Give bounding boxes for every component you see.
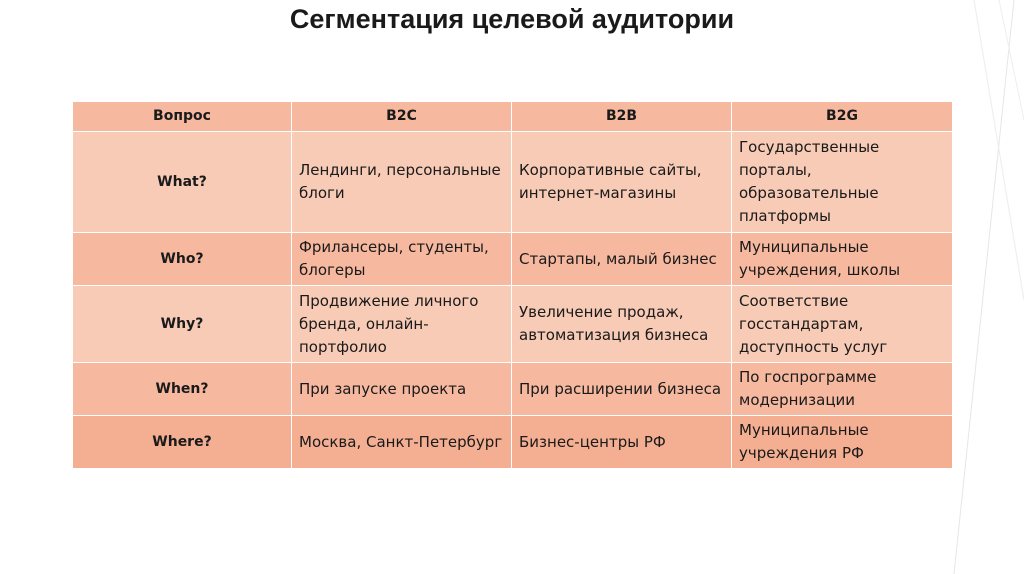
table-row [73, 233, 953, 286]
b2c-cell: Фрилансеры, студенты, блогеры [292, 233, 512, 286]
question-cell: Why? [73, 286, 292, 363]
b2b-cell: Бизнес-центры РФ [512, 416, 732, 469]
page-title: Сегментация целевой аудитории [289, 4, 735, 34]
b2g-cell: Соответствие госстандартам, доступность услуг [732, 286, 953, 363]
b2b-cell: Корпоративные сайты, интернет-магазины [512, 132, 732, 233]
b2g-cell: Муниципальные учреждения РФ [732, 416, 953, 469]
b2g-cell: Государственные порталы, образовательные платформы [732, 132, 953, 233]
question-cell: Who? [73, 233, 292, 286]
question-cell: What? [73, 132, 292, 233]
table-row [73, 416, 953, 469]
table-row [73, 363, 953, 416]
header-b2c: B2C [292, 102, 512, 132]
table-header-row [73, 102, 953, 132]
table-row [73, 286, 953, 363]
b2c-cell: Продвижение личного бренда, онлайн-портфолио [292, 286, 512, 363]
b2b-cell: Увеличение продаж, автоматизация бизнеса [512, 286, 732, 363]
b2c-cell: Москва, Санкт-Петербург [292, 416, 512, 469]
question-cell: Where? [73, 416, 292, 469]
header-b2b: B2B [512, 102, 732, 132]
header-b2g: B2G [732, 102, 953, 132]
b2b-cell: Стартапы, малый бизнес [512, 233, 732, 286]
question-cell: When? [73, 363, 292, 416]
b2c-cell: При запуске проекта [292, 363, 512, 416]
table-row [73, 132, 953, 233]
header-question: Вопрос [73, 102, 292, 132]
b2c-cell: Лендинги, персональные блоги [292, 132, 512, 233]
b2b-cell: При расширении бизнеса [512, 363, 732, 416]
b2g-cell: По госпрограмме модернизации [732, 363, 953, 416]
b2g-cell: Муниципальные учреждения, школы [732, 233, 953, 286]
segmentation-table [72, 101, 953, 469]
